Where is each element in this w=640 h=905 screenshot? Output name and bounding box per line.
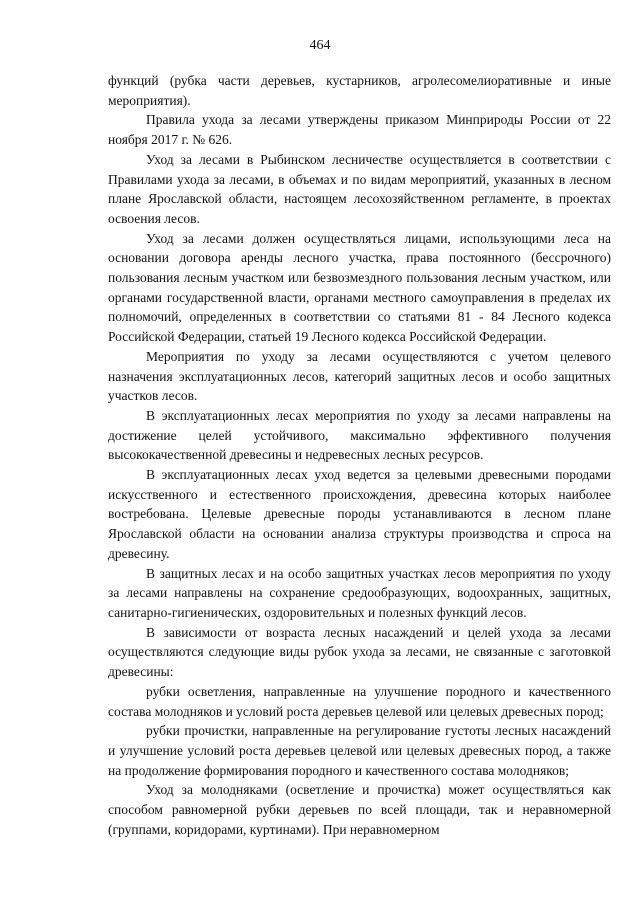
paragraph-rules-reference: Правила ухода за лесами утверждены приказом Минприроды России от 22 ноября 2017 г. № 626. xyxy=(108,112,611,148)
page-number: 464 xyxy=(309,38,331,53)
paragraph-thinning-cuts: рубки прочистки, направленные на регулирование густоты лесных насаждений и улучшение условий роста деревьев целевой или целевых древесных пород, а также на продолжение формирования породного и качественного состава молодняков; xyxy=(108,723,611,778)
paragraph-responsible-parties: Уход за лесами должен осуществляться лицами, использующими леса на основании договора аренды лесного участка, права постоянного (бессрочного) пользования лесным участком или безвозмездного пользования лесным участком, или органами государственной власти, органами местного самоуправления в пределах их полномочий, определенных в соответствии со статьями 81 - 84 Лесного кодекса Российской Федерации, статьей 19 Лесного кодекса Российской Федерации. xyxy=(108,230,611,345)
paragraph-exploitation-forests-goals: В эксплуатационных лесах мероприятия по уходу за лесами направлены на достижение целей устойчивого, максимально эффективного получения высококачественной древесины и недревесных лесных ресурсов. xyxy=(108,407,611,463)
paragraph-rybinsk-forestry: Уход за лесами в Рыбинском лесничестве осуществляется в соответствии с Правилами ухода за лесами, в объемах и по видам мероприятий, указанных в лесном плане Ярославской области, настоящем лесохозяйственном регламенте, в проектах освоения лесов. xyxy=(108,151,611,226)
paragraph-continuation: функций (рубка части деревьев, кустарников, агролесомелиоративные и иные мероприятия). xyxy=(108,73,611,108)
paragraph-cleaning-cuts: рубки осветления, направленные на улучшение породного и качественного состава молодняков и условий роста деревьев целевой или целевых древесных пород; xyxy=(108,683,611,719)
paragraph-thinning-types-intro: В зависимости от возраста лесных насаждений и целей ухода за лесами осуществляются следующие виды рубок ухода за лесами, не связанные с заготовкой древесины: xyxy=(108,624,611,680)
paragraph-target-species: В эксплуатационных лесах уход ведется за целевыми древесными породами искусственного и естественного происхождения, древесина которых наиболее востребована. Целевые древесные породы устанавливаются в лесном плане Ярославской области на основании анализа структуры производства и спроса на древесину. xyxy=(108,467,611,561)
paragraph-purpose-consideration: Мероприятия по уходу за лесами осуществляются с учетом целевого назначения эксплуатационных лесов, категорий защитных лесов и особо защитных участков лесов. xyxy=(108,348,611,404)
document-body xyxy=(108,71,611,839)
paragraph-protective-forests: В защитных лесах и на особо защитных участках лесов мероприятия по уходу за лесами направлены на сохранение средообразующих, водоохранных, защитных, санитарно-гигиенических, оздоровительных и полезных функций лесов. xyxy=(108,565,611,620)
paragraph-young-stand-care: Уход за молодняками (осветление и прочистка) может осуществляться как способом равномерной рубки деревьев по всей площади, так и неравномерной (группами, коридорами, куртинами). При неравномерном xyxy=(108,782,611,837)
